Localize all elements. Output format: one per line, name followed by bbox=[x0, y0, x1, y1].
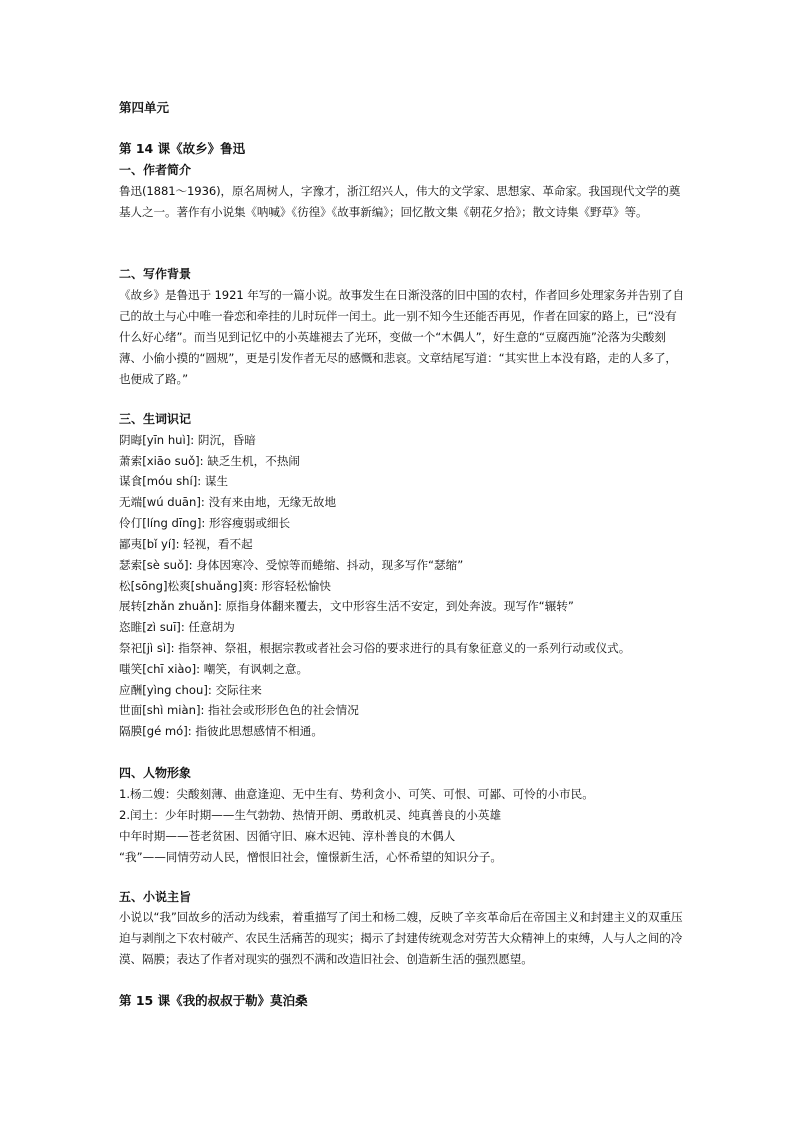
author-text: 鲁迅(1881～1936)，原名周树人，字豫才，浙江绍兴人，伟大的文学家、思想家、革命家。我国现代文学的奠基人之一。著作有小说集《呐喊》《彷徨》《故事新编》；回忆散文集《朝花夕拾》；散文诗集《野草》等。 bbox=[119, 184, 681, 219]
vocab-item: 无端[wú duān]: 没有来由地，无缘无故地 bbox=[119, 495, 337, 509]
vocab-item: 应酬[yìng chou]: 交际往来 bbox=[119, 683, 262, 697]
vocab-item: 祭祀[jì sì]: 指祭神、祭祖，根据宗教或者社会习俗的要求进行的具有象征意义的一系列行动或仪式。 bbox=[119, 641, 631, 655]
vocab-item: 伶仃[líng dīng]: 形容瘦弱或细长 bbox=[119, 516, 291, 530]
vocab-item: 世面[shì miàn]: 指社会或形形色色的社会情况 bbox=[119, 703, 359, 717]
vocab-item: 松[sōng]松爽[shuǎng]爽: 形容轻松愉快 bbox=[119, 579, 332, 593]
vocab-item: 谋食[móu shí]: 谋生 bbox=[119, 474, 229, 488]
characters-heading: 四、人物形象 bbox=[119, 766, 192, 780]
vocab-item: 萧索[xiāo suǒ]: 缺乏生机，不热闹 bbox=[119, 454, 301, 468]
character-line: 中年时期——苍老贫困、因循守旧、麻木迟钝、淳朴善良的木偶人 bbox=[119, 829, 456, 843]
vocab-item: 嗤笑[chī xiào]: 嘲笑，有讽刺之意。 bbox=[119, 662, 309, 676]
vocab-item: 展转[zhǎn zhuǎn]: 原指身体翻来覆去，文中形容生活不安定，到处奔波。现写作“辗转” bbox=[119, 599, 574, 613]
lesson-15-title: 第 15 课《我的叔叔于勒》莫泊桑 bbox=[119, 993, 308, 1008]
vocab-item: 隔膜[gé mó]: 指彼此思想感情不相通。 bbox=[119, 724, 323, 738]
vocab-item: 瑟索[sè suǒ]: 身体因寒冷、受惊等而蜷缩、抖动，现多写作“瑟缩” bbox=[119, 558, 464, 572]
author-heading: 一、作者简介 bbox=[119, 163, 192, 177]
character-line: “我”——同情劳动人民，憎恨旧社会，憧憬新生活，心怀希望的知识分子。 bbox=[119, 850, 503, 864]
theme-text: 小说以“我”回故乡的活动为线索，着重描写了闰土和杨二嫂，反映了辛亥革命后在帝国主义和封建主义的双重压迫与剥削之下农村破产、农民生活痛苦的现实；揭示了封建传统观念对劳苦大众精神上的束缚，人与人之间的冷漠、隔膜；表达了作者对现实的强烈不满和改造旧社会、创造新生活的强烈愿望。 bbox=[119, 910, 683, 966]
background-heading: 二、写作背景 bbox=[119, 267, 192, 281]
background-text: 《故乡》是鲁迅于 1921 年写的一篇小说。故事发生在日渐没落的旧中国的农村，作者回乡处理家务并告别了自己的故土与心中唯一眷恋和牵挂的儿时玩伴一闰土。此一别不知今生还能否再见，作者在回家的路上，已“没有什么好心绪”。而当见到记忆中的小英雄褪去了光环，变做一个“木偶人”，好生意的“豆腐西施”沦落为尖酸刻薄、小偷小摸的“圆规”，更是引发作者无尽的感慨和悲哀。文章结尾写道：“其实世上本没有路，走的人多了，也便成了路。” bbox=[119, 288, 684, 386]
vocab-heading: 三、生词识记 bbox=[119, 412, 192, 426]
vocab-item: 恣睢[zì suī]: 任意胡为 bbox=[119, 620, 235, 634]
theme-heading: 五、小说主旨 bbox=[119, 890, 192, 904]
vocab-item: 阴晦[yīn huì]: 阴沉，昏暗 bbox=[119, 433, 256, 447]
unit-title: 第四单元 bbox=[119, 100, 170, 115]
vocab-item: 鄙夷[bǐ yí]: 轻视，看不起 bbox=[119, 537, 253, 551]
character-line: 1.杨二嫂：尖酸刻薄、曲意逢迎、无中生有、势利贪小、可笑、可恨、可鄙、可怜的小市民。 bbox=[119, 787, 594, 801]
character-line: 2.闰土：少年时期——生气勃勃、热情开朗、勇敢机灵、纯真善良的小英雄 bbox=[119, 808, 502, 822]
lesson-14-title: 第 14 课《故乡》鲁迅 bbox=[119, 141, 246, 156]
